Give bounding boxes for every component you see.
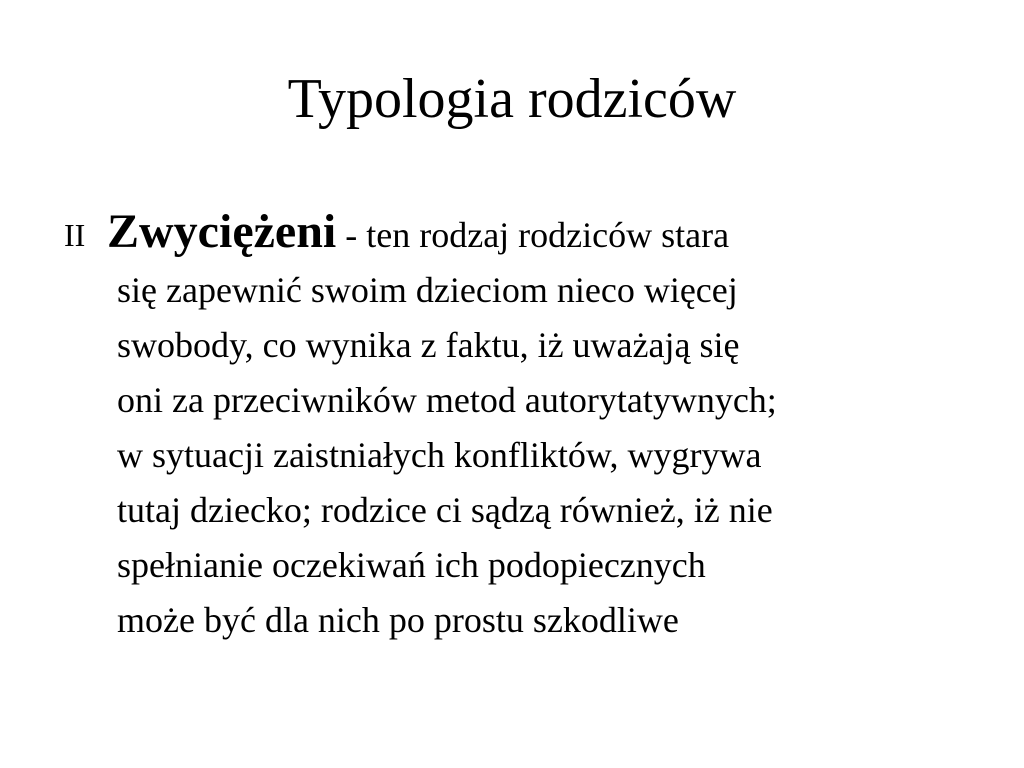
bullet-line: może być dla nich po prostu szkodliwe bbox=[117, 600, 679, 640]
bullet-marker: II bbox=[64, 217, 86, 253]
bullet-line: w sytuacji zaistniałych konfliktów, wygrywa bbox=[117, 435, 762, 475]
bullet-line: oni za przeciwników metod autorytatywnych; bbox=[117, 380, 777, 420]
bullet-term: Zwyciężeni bbox=[107, 205, 337, 258]
bullet-item bbox=[64, 204, 964, 648]
bullet-first-line bbox=[107, 204, 964, 263]
bullet-first-line-rest: - ten rodzaj rodziców stara bbox=[336, 215, 730, 255]
bullet-line: swobody, co wynika z faktu, iż uważają się bbox=[117, 325, 740, 365]
bullet-line: się zapewnić swoim dzieciom nieco więcej bbox=[117, 270, 738, 310]
bullet-line: spełnianie oczekiwań ich podopiecznych bbox=[117, 545, 706, 585]
slide-title: Typologia rodziców bbox=[287, 68, 737, 130]
bullet-line: tutaj dziecko; rodzice ci sądzą również, iż nie bbox=[117, 490, 773, 530]
bullet-text bbox=[107, 204, 964, 648]
